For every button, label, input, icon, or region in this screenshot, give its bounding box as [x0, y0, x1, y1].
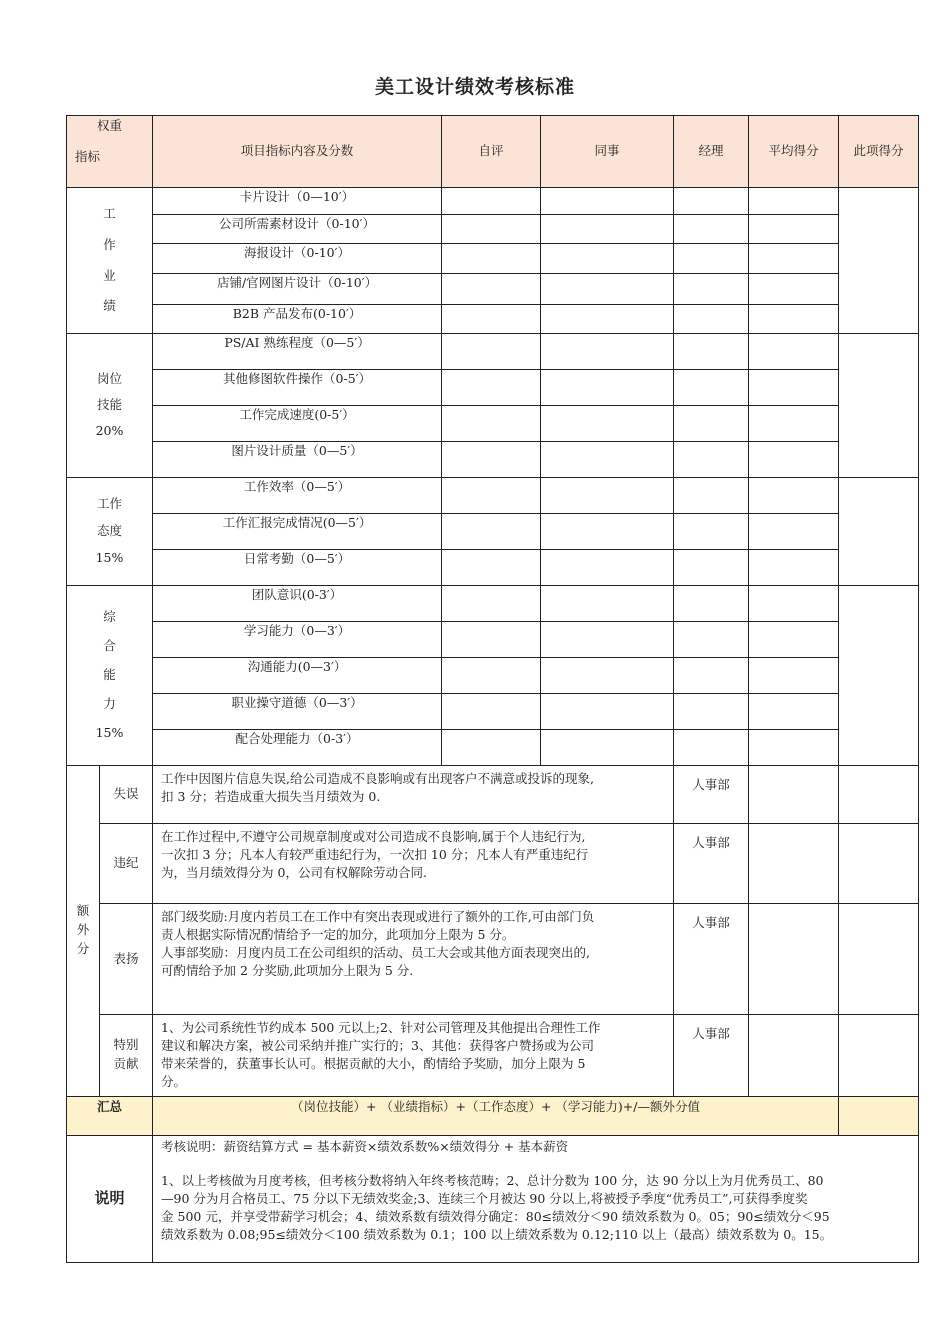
- avg-score-cell[interactable]: [749, 658, 839, 694]
- extra-item-name-part: 贡献: [113, 1056, 139, 1072]
- self-score-cell[interactable]: [442, 274, 541, 305]
- self-score-cell[interactable]: [442, 550, 541, 586]
- extra-item-name: [100, 904, 153, 1015]
- extra-score-cell[interactable]: [839, 766, 919, 824]
- self-score-cell[interactable]: [442, 622, 541, 658]
- header-self: 自评: [442, 116, 541, 188]
- extra-item-dept: 人事部: [674, 824, 749, 904]
- extra-desc-line: 扣 3 分；若造成重大损失当月绩效为 0.: [161, 789, 381, 805]
- self-score-cell[interactable]: [442, 370, 541, 406]
- indicator-name: 工作汇报完成情况(0—5′）: [153, 514, 442, 550]
- category-label-part: 能: [103, 667, 116, 683]
- indicator-name: 职业操守道德（0—3′）: [153, 694, 442, 730]
- manager-score-cell[interactable]: [674, 550, 749, 586]
- manager-score-cell[interactable]: [674, 406, 749, 442]
- avg-score-cell[interactable]: [749, 730, 839, 766]
- indicator-name: 店铺/官网图片设计（0-10′）: [153, 274, 442, 305]
- extra-item-name-part: 失误: [113, 786, 139, 802]
- section-score-cell[interactable]: [839, 586, 919, 766]
- indicator-row: [67, 514, 919, 550]
- extra-desc-line: 责人根据实际情况酌情给予一定的加分，此项加分上限为 5 分。: [161, 927, 515, 943]
- note-text: [153, 1135, 919, 1262]
- note-label: 说明: [67, 1135, 153, 1262]
- extra-item-name: [100, 1015, 153, 1097]
- extra-desc-line: 1、为公司系统性节约成本 500 元以上;2、针对公司管理及其他提出合理性工作: [161, 1020, 601, 1035]
- manager-score-cell[interactable]: [674, 730, 749, 766]
- self-score-cell[interactable]: [442, 658, 541, 694]
- extra-desc-line: 一次扣 3 分；凡本人有较严重违纪行为，一次扣 10 分；凡本人有严重违纪行: [161, 847, 589, 863]
- peer-score-cell[interactable]: [541, 274, 674, 305]
- extra-desc-line: 人事部奖励：月度内员工在公司组织的活动、员工大会或其他方面表现突出的,: [161, 945, 590, 961]
- manager-score-cell[interactable]: [674, 478, 749, 514]
- avg-score-cell[interactable]: [749, 406, 839, 442]
- extra-item-dept: 人事部: [674, 904, 749, 1015]
- manager-score-cell[interactable]: [674, 442, 749, 478]
- note-body-line: 1、以上考核做为月度考核，但考核分数将纳入年终考核范畴；2、总计分数为 100 分，达 90 分以上为月优秀员工、80: [161, 1172, 824, 1188]
- extra-row: [67, 1015, 919, 1097]
- extra-item-dept: 人事部: [674, 766, 749, 824]
- self-score-cell[interactable]: [442, 694, 541, 730]
- peer-score-cell[interactable]: [541, 406, 674, 442]
- header-indicator: 指标: [75, 148, 101, 164]
- manager-score-cell[interactable]: [674, 244, 749, 274]
- category-label-part: 绩: [103, 298, 116, 314]
- indicator-row: [67, 244, 919, 274]
- category-label: [67, 334, 153, 478]
- indicator-row: [67, 334, 919, 370]
- avg-score-cell[interactable]: [749, 478, 839, 514]
- indicator-name: 团队意识(0-3′）: [153, 586, 442, 622]
- manager-score-cell[interactable]: [674, 622, 749, 658]
- self-score-cell[interactable]: [442, 215, 541, 244]
- extra-avg-cell[interactable]: [749, 824, 839, 904]
- note-row: [67, 1135, 919, 1262]
- header-avg: 平均得分: [749, 116, 839, 188]
- extra-desc-line: 部门级奖励:月度内若员工在工作中有突出表现或进行了额外的工作,可由部门负: [161, 909, 595, 924]
- extra-desc-line: 带来荣誉的，获董事长认可。根据贡献的大小，酌情给予奖励，加分上限为 5: [161, 1056, 586, 1072]
- category-label-part: 工作: [97, 496, 123, 512]
- indicator-name: 配合处理能力（0-3′）: [153, 730, 442, 766]
- extra-item-name-part: 特别: [113, 1037, 139, 1053]
- self-score-cell[interactable]: [442, 586, 541, 622]
- header-row: [67, 116, 919, 188]
- indicator-row: [67, 215, 919, 244]
- indicator-row: [67, 694, 919, 730]
- page-title: 美工设计绩效考核标准: [374, 76, 575, 98]
- manager-score-cell[interactable]: [674, 658, 749, 694]
- header-manager: 经理: [674, 116, 749, 188]
- avg-score-cell[interactable]: [749, 244, 839, 274]
- indicator-name: 海报设计（0-10′）: [153, 244, 442, 274]
- indicator-name: 工作效率（0—5′）: [153, 478, 442, 514]
- avg-score-cell[interactable]: [749, 514, 839, 550]
- extra-item-name-part: 表扬: [113, 950, 139, 966]
- peer-score-cell[interactable]: [541, 478, 674, 514]
- indicator-row: [67, 370, 919, 406]
- extra-desc-line: 工作中因图片信息失误,给公司造成不良影响或有出现客户不满意或投诉的现象,: [161, 771, 594, 786]
- peer-score-cell[interactable]: [541, 694, 674, 730]
- self-score-cell[interactable]: [442, 334, 541, 370]
- manager-score-cell[interactable]: [674, 305, 749, 334]
- peer-score-cell[interactable]: [541, 586, 674, 622]
- manager-score-cell[interactable]: [674, 334, 749, 370]
- peer-score-cell[interactable]: [541, 370, 674, 406]
- extra-avg-cell[interactable]: [749, 1015, 839, 1097]
- extra-avg-cell[interactable]: [749, 904, 839, 1015]
- extra-desc-line: 建议和解决方案，被公司采纳并推广实行的；3、其他：获得客户赞扬或为公司: [161, 1038, 594, 1054]
- indicator-row: [67, 478, 919, 514]
- category-label-part: 业: [103, 267, 116, 283]
- extra-row: [67, 904, 919, 1015]
- note-body-line: —90 分为月合格员工、75 分以下无绩效奖金;3、连续三个月被达 90 分以上,将被授予季度“优秀员工”,可获得季度奖: [161, 1190, 808, 1206]
- indicator-row: [67, 188, 919, 215]
- indicator-row: [67, 730, 919, 766]
- indicator-row: [67, 442, 919, 478]
- extra-item-desc: [153, 824, 674, 904]
- category-label-part: 作: [103, 236, 116, 252]
- header-items: 项目指标内容及分数: [153, 116, 442, 188]
- avg-score-cell[interactable]: [749, 442, 839, 478]
- peer-score-cell[interactable]: [541, 442, 674, 478]
- extra-score-cell[interactable]: [839, 824, 919, 904]
- category-label-part: 技能: [97, 397, 123, 413]
- self-score-cell[interactable]: [442, 244, 541, 274]
- note-body-line: 金 500 元，并享受带薪学习机会；4、绩效系数有绩效得分确定：80≤绩效分＜90 绩效系数为 0。05；90≤绩效分＜95: [161, 1208, 830, 1224]
- indicator-name: PS/AI 熟练程度（0—5′）: [153, 334, 442, 370]
- extra-item-desc: [153, 904, 674, 1015]
- self-score-cell[interactable]: [442, 305, 541, 334]
- extra-score-cell[interactable]: [839, 904, 919, 1015]
- extra-label-part: 外: [76, 922, 90, 938]
- header-item-score: 此项得分: [839, 116, 919, 188]
- extra-item-dept: 人事部: [674, 1015, 749, 1097]
- peer-score-cell[interactable]: [541, 244, 674, 274]
- indicator-row: [67, 406, 919, 442]
- indicator-name: 图片设计质量（0—5′）: [153, 442, 442, 478]
- summary-score-cell[interactable]: [839, 1096, 919, 1135]
- section-score-cell[interactable]: [839, 334, 919, 478]
- note-line1: 考核说明：薪资结算方式 = 基本薪资×绩效系数%×绩效得分 + 基本薪资: [161, 1138, 569, 1154]
- category-label: [67, 478, 153, 586]
- category-label-part: 力: [103, 695, 116, 711]
- extra-item-name: [100, 824, 153, 904]
- indicator-name: B2B 产品发布(0-10′）: [153, 305, 442, 334]
- self-score-cell[interactable]: [442, 478, 541, 514]
- extra-item-desc: [153, 766, 674, 824]
- indicator-name: 工作完成速度(0-5′）: [153, 406, 442, 442]
- peer-score-cell[interactable]: [541, 334, 674, 370]
- section-score-cell[interactable]: [839, 478, 919, 586]
- note-body-line: 绩效系数为 0.08;95≤绩效分＜100 绩效系数为 0.1；100 以上绩效系数为 0.12;110 以上（最高）绩效系数为 0。15。: [161, 1227, 833, 1242]
- extra-label-part: 额: [76, 903, 90, 919]
- self-score-cell[interactable]: [442, 188, 541, 215]
- category-label-part: 合: [103, 638, 116, 654]
- indicator-row: [67, 274, 919, 305]
- category-label: [67, 188, 153, 334]
- extra-avg-cell[interactable]: [749, 766, 839, 824]
- extra-row: [67, 824, 919, 904]
- summary-row: [67, 1096, 919, 1135]
- manager-score-cell[interactable]: [674, 215, 749, 244]
- manager-score-cell[interactable]: [674, 188, 749, 215]
- extra-row: [67, 766, 919, 824]
- indicator-name: 沟通能力(0—3′）: [153, 658, 442, 694]
- category-label-part: 综: [103, 609, 116, 625]
- peer-score-cell[interactable]: [541, 305, 674, 334]
- appraisal-table: [66, 115, 919, 1263]
- summary-label: 汇总: [67, 1096, 153, 1135]
- indicator-row: [67, 622, 919, 658]
- indicator-name: 日常考勤（0—5′）: [153, 550, 442, 586]
- manager-score-cell[interactable]: [674, 694, 749, 730]
- self-score-cell[interactable]: [442, 406, 541, 442]
- manager-score-cell[interactable]: [674, 586, 749, 622]
- category-label-part: 20%: [95, 422, 124, 438]
- extra-item-desc: [153, 1015, 674, 1097]
- indicator-name: 其他修图软件操作（0-5′）: [153, 370, 442, 406]
- avg-score-cell[interactable]: [749, 188, 839, 215]
- indicator-name: 公司所需素材设计（0-10′）: [153, 215, 442, 244]
- extra-score-cell[interactable]: [839, 1015, 919, 1097]
- avg-score-cell[interactable]: [749, 305, 839, 334]
- indicator-row: [67, 658, 919, 694]
- peer-score-cell[interactable]: [541, 514, 674, 550]
- manager-score-cell[interactable]: [674, 274, 749, 305]
- header-corner-cell: [67, 116, 153, 188]
- peer-score-cell[interactable]: [541, 550, 674, 586]
- manager-score-cell[interactable]: [674, 370, 749, 406]
- indicator-row: [67, 586, 919, 622]
- extra-desc-line: 为，当月绩效得分为 0，公司有权解除劳动合同.: [161, 865, 427, 881]
- avg-score-cell[interactable]: [749, 215, 839, 244]
- section-score-cell[interactable]: [839, 188, 919, 334]
- avg-score-cell[interactable]: [749, 274, 839, 305]
- manager-score-cell[interactable]: [674, 514, 749, 550]
- summary-formula: （岗位技能）+ （业绩指标）+（工作态度）+ （学习能力)+/—额外分值: [153, 1096, 839, 1135]
- extra-item-name-part: 违纪: [113, 855, 139, 871]
- avg-score-cell[interactable]: [749, 694, 839, 730]
- peer-score-cell[interactable]: [541, 215, 674, 244]
- extra-label-part: 分: [76, 941, 90, 957]
- header-weight: 权重: [97, 118, 123, 133]
- self-score-cell[interactable]: [442, 730, 541, 766]
- extra-desc-line: 分。: [161, 1074, 187, 1090]
- self-score-cell[interactable]: [442, 514, 541, 550]
- avg-score-cell[interactable]: [749, 586, 839, 622]
- avg-score-cell[interactable]: [749, 334, 839, 370]
- extra-desc-line: 在工作过程中,不遵守公司规章制度或对公司造成不良影响,属于个人违纪行为,: [161, 829, 586, 844]
- category-label-part: 岗位: [97, 371, 123, 387]
- extra-desc-line: 可酌情给予加 2 分奖励,此项加分上限为 5 分.: [161, 963, 414, 979]
- peer-score-cell[interactable]: [541, 730, 674, 766]
- avg-score-cell[interactable]: [749, 550, 839, 586]
- extra-item-name: [100, 766, 153, 824]
- peer-score-cell[interactable]: [541, 188, 674, 215]
- self-score-cell[interactable]: [442, 442, 541, 478]
- avg-score-cell[interactable]: [749, 622, 839, 658]
- category-label-part: 态度: [97, 523, 123, 539]
- extra-label: [67, 766, 100, 1097]
- header-peer: 同事: [541, 116, 674, 188]
- category-label: [67, 586, 153, 766]
- category-label-part: 15%: [95, 724, 124, 740]
- indicator-name: 学习能力（0—3′）: [153, 622, 442, 658]
- indicator-row: [67, 550, 919, 586]
- category-label-part: 15%: [95, 549, 124, 565]
- indicator-name: 卡片设计（0—10′）: [153, 188, 442, 215]
- indicator-row: [67, 305, 919, 334]
- peer-score-cell[interactable]: [541, 658, 674, 694]
- category-label-part: 工: [103, 205, 116, 221]
- avg-score-cell[interactable]: [749, 370, 839, 406]
- peer-score-cell[interactable]: [541, 622, 674, 658]
